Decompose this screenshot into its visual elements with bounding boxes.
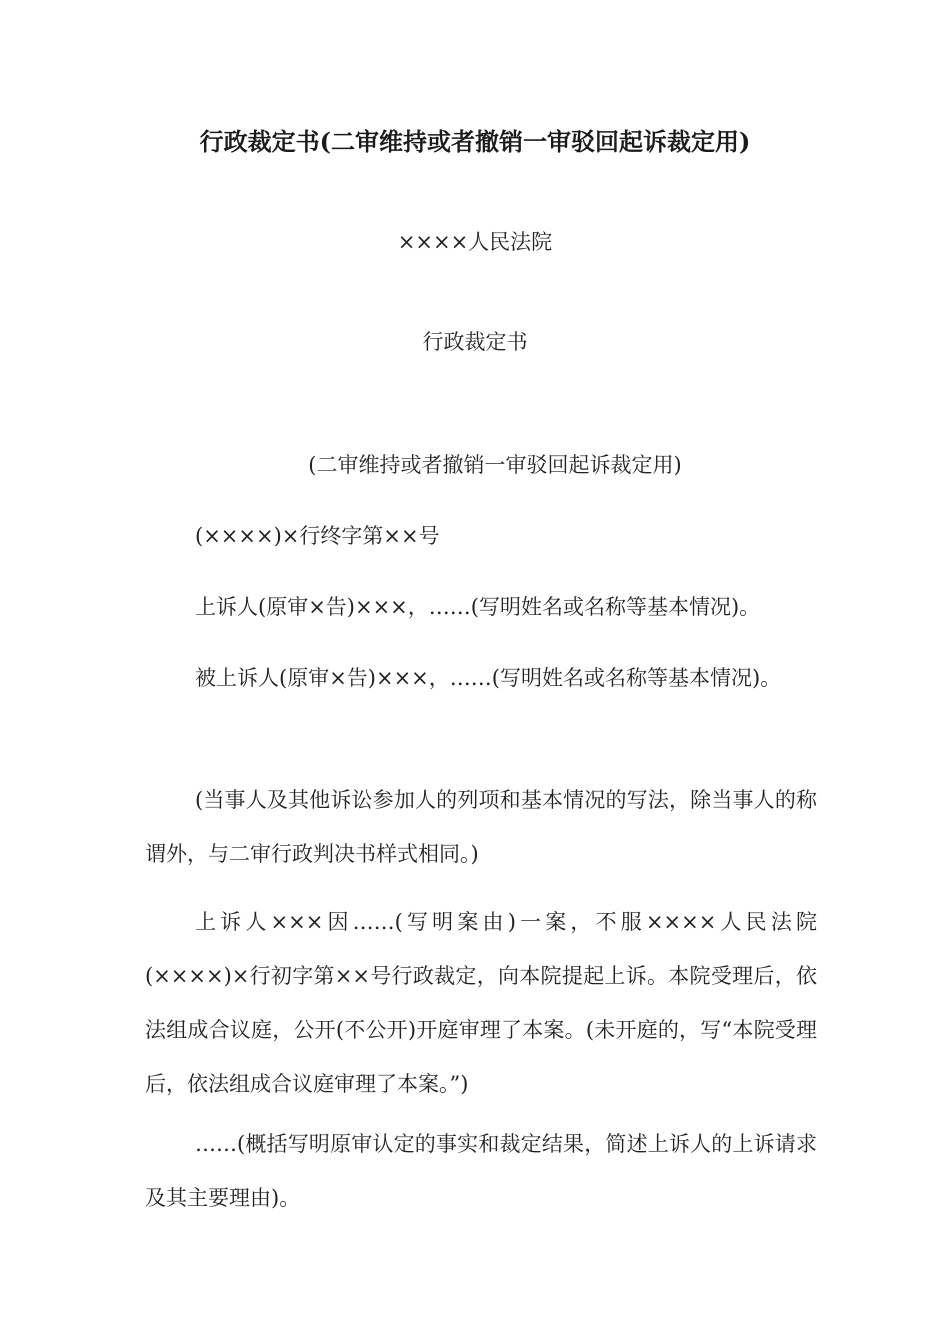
paragraph-case-origin: 上诉人×××因……(写明案由)一案，不服××××人民法院(××××)×行初字第××号行政裁定，向本院提起上诉。本院受理后，依法组成合议庭，公开(不公开)开庭审理了本案。(未开庭的，写“本院受理后，依法组成合议庭审理了本案。”) <box>145 910 817 1096</box>
case-number: (××××)×行终字第××号 <box>195 524 440 548</box>
document-title: 行政裁定书(二审维持或者撤销一审驳回起诉裁定用) <box>199 127 751 156</box>
paragraph-appellee: 被上诉人(原审×告)×××，……(写明姓名或名称等基本情况)。 <box>195 666 782 690</box>
paragraph-original-facts: ……(概括写明原审认定的事实和裁定结果，简述上诉人的上诉请求及其主要理由)。 <box>145 1132 817 1210</box>
court-name: ××××人民法院 <box>397 230 553 254</box>
document-usage-note: (二审维持或者撤销一审驳回起诉裁定用) <box>308 453 682 477</box>
paragraph-parties-note: (当事人及其他诉讼参加人的列项和基本情况的写法，除当事人的称谓外，与二审行政判决书样式相同。) <box>145 788 817 866</box>
paragraph-appellant: 上诉人(原审×告)×××，……(写明姓名或名称等基本情况)。 <box>195 595 761 619</box>
document-type: 行政裁定书 <box>422 330 528 354</box>
